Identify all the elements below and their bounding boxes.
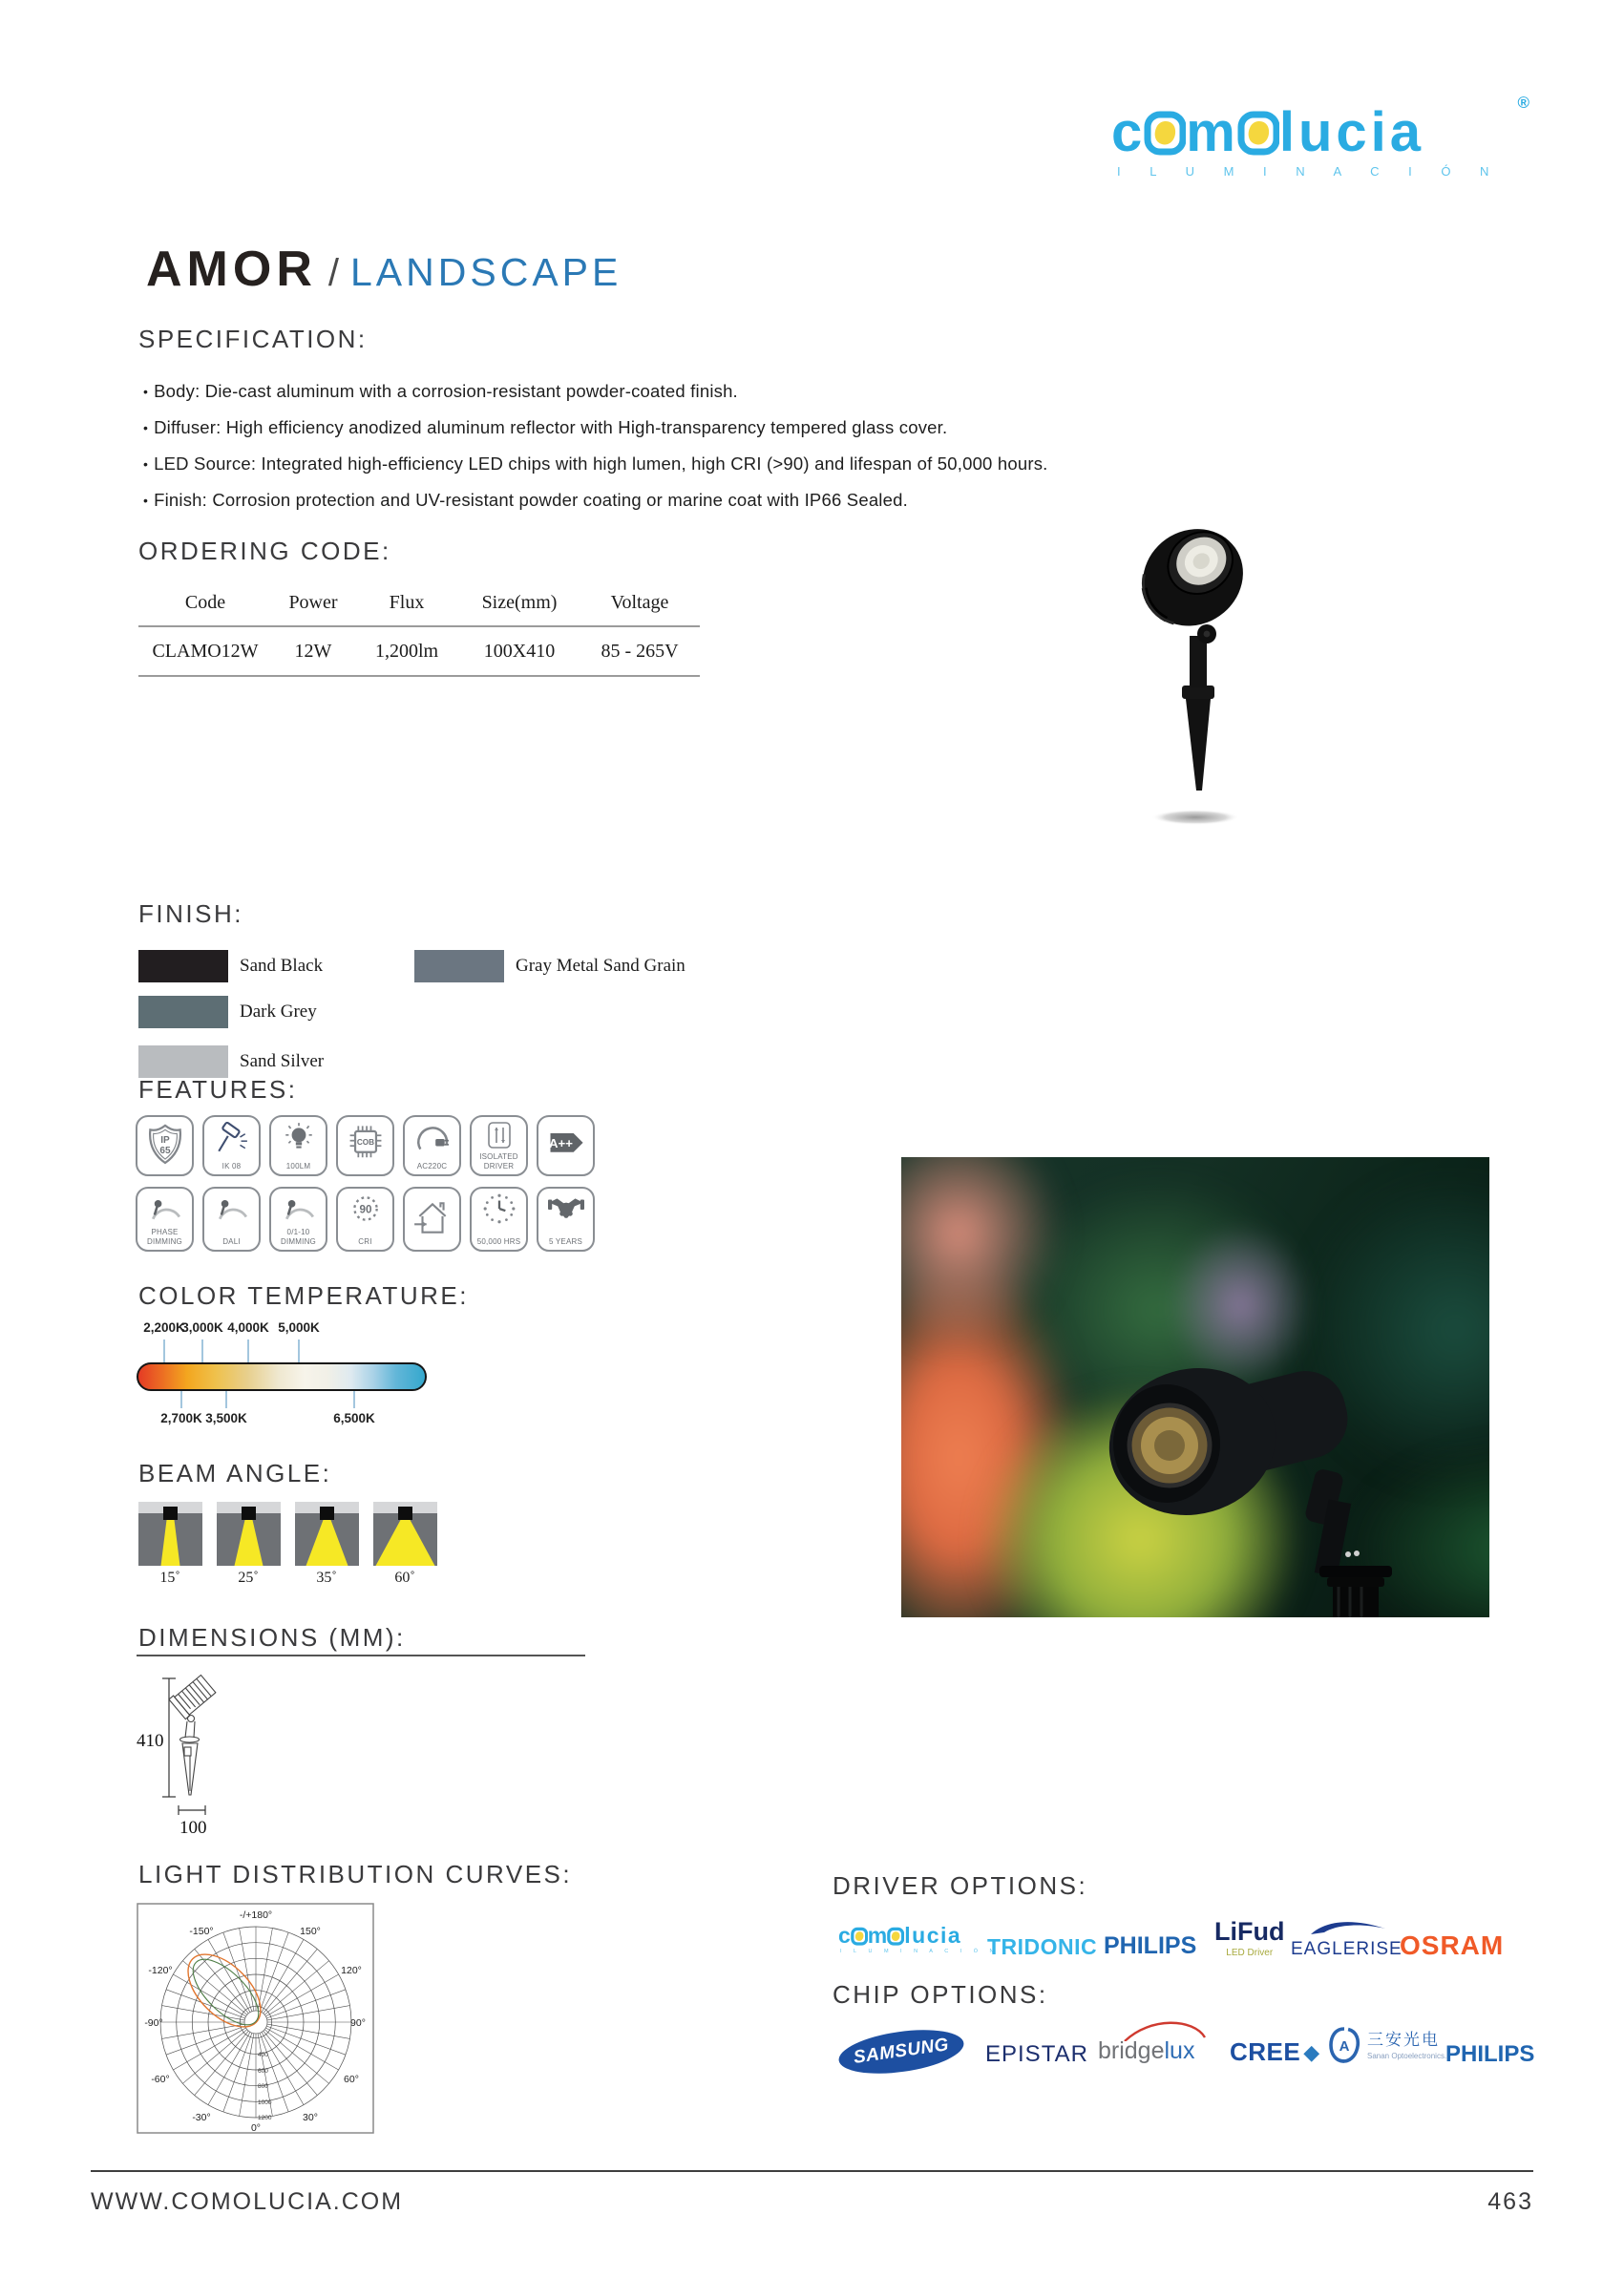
specification-heading: SPECIFICATION: — [138, 325, 368, 353]
feature-warranty: 5 YEARS — [537, 1187, 595, 1252]
ct-label-3000k: 3,000K — [181, 1320, 223, 1335]
finish-swatch-sand-black — [138, 950, 228, 982]
plug-icon — [415, 1122, 450, 1154]
beam-cone — [217, 1520, 281, 1566]
beam-angle-tile-35 — [295, 1502, 359, 1566]
beam-fixture — [242, 1507, 256, 1520]
beam-fixture — [163, 1507, 178, 1520]
driver-logo-tridonic: TRIDONIC — [987, 1934, 1098, 1959]
chip-logo-epistar: EPISTAR — [985, 2041, 1088, 2067]
energy-label-icon — [547, 1123, 585, 1165]
bridgelux-arc-icon — [1098, 2016, 1222, 2041]
color-temperature-gradient-bar — [137, 1362, 427, 1391]
svg-text:-150°: -150° — [189, 1926, 214, 1937]
feature-phase-dimming: PHASE DIMMING — [136, 1187, 194, 1252]
ct-tick — [225, 1391, 227, 1408]
chip-logo-bridgelux: bridgelux — [1098, 2037, 1194, 2065]
ordering-table-row — [138, 627, 700, 677]
ct-label-2700k: 2,700K — [160, 1411, 202, 1425]
beam-angle-tile-25 — [217, 1502, 281, 1566]
house-icon — [413, 1198, 452, 1238]
chip-logo-philips: PHILIPS — [1445, 2041, 1535, 2067]
beam-angle-value: 35˚ — [316, 1570, 337, 1586]
feature-ip65 — [136, 1115, 194, 1176]
ct-label-4000k: 4,000K — [227, 1320, 269, 1335]
svg-text:IP: IP — [159, 1134, 170, 1146]
value-flux: 1,200lm — [374, 641, 439, 662]
feature-ik08: IK 08 — [202, 1115, 261, 1176]
svg-text:410: 410 — [137, 1731, 164, 1751]
col-voltage: Voltage — [610, 592, 669, 613]
feature-lifespan: 50,000 HRS — [470, 1187, 528, 1252]
brand-logo-word — [1111, 101, 1541, 163]
feature-energy-class — [537, 1115, 595, 1176]
svg-text:A++: A++ — [548, 1135, 573, 1150]
value-code: CLAMO12W — [152, 641, 259, 662]
beam-fixture — [320, 1507, 334, 1520]
dimensions-heading: DIMENSIONS (MM): — [138, 1623, 406, 1652]
col-size: Size(mm) — [481, 592, 558, 613]
logo-letters-lucia: lucia — [1278, 101, 1425, 163]
shield-icon — [147, 1123, 183, 1167]
product-category: LANDSCAPE — [350, 250, 622, 294]
finish-label: Sand Black — [240, 956, 324, 976]
feature-ac220c: AC220C — [403, 1115, 461, 1176]
beam-angle-tile-15 — [138, 1502, 202, 1566]
svg-text:600: 600 — [258, 2068, 268, 2075]
feature-dali: DALI — [202, 1187, 261, 1252]
product-photo — [1136, 496, 1260, 831]
beam-cone — [138, 1520, 202, 1566]
col-flux: Flux — [389, 592, 425, 613]
dimension-drawing — [134, 1669, 258, 1850]
feature-100lm: 100LM — [269, 1115, 327, 1176]
driver-logo-osram: OSRAM — [1400, 1930, 1505, 1960]
finish-swatch-sand-silver — [138, 1045, 228, 1078]
logo-pick-icon — [1144, 109, 1186, 157]
specification-list — [143, 381, 1146, 526]
value-voltage: 85 - 265V — [601, 641, 679, 662]
svg-text:150°: 150° — [300, 1926, 321, 1937]
beam-angle-value: 25˚ — [238, 1570, 259, 1586]
driver-logo-lifud: LiFud LED Driver — [1214, 1917, 1285, 1958]
beam-cone — [295, 1520, 359, 1566]
driver-logo-eaglerise: EAGLERISE — [1291, 1917, 1403, 1960]
registered-mark: ® — [1517, 94, 1529, 112]
dimensions-divider — [137, 1655, 585, 1656]
finish-label: Dark Grey — [240, 1002, 317, 1022]
beam-cone — [373, 1520, 437, 1566]
svg-text:-30°: -30° — [192, 2112, 211, 2123]
features-heading: FEATURES: — [138, 1075, 298, 1104]
svg-text:COB: COB — [356, 1138, 374, 1148]
dimmer-dial-icon — [215, 1193, 249, 1220]
chip-options-heading: CHIP OPTIONS: — [833, 1980, 1048, 2009]
feature-indoor-outdoor — [403, 1187, 461, 1252]
ct-label-2200k: 2,200K — [143, 1320, 185, 1335]
svg-text:400: 400 — [258, 2052, 268, 2058]
ordering-table — [138, 584, 700, 677]
beam-angle-value: 60˚ — [394, 1570, 415, 1586]
sanan-mark-icon — [1327, 2026, 1361, 2064]
ct-tick — [353, 1391, 355, 1408]
svg-text:-90°: -90° — [144, 2017, 163, 2029]
footer-page-number: 463 — [1487, 2188, 1533, 2215]
light-distribution-chart — [137, 1903, 374, 2134]
value-power: 12W — [294, 641, 332, 662]
clock-icon — [482, 1192, 517, 1225]
ct-tick — [163, 1339, 165, 1362]
svg-text:800: 800 — [258, 2083, 268, 2090]
svg-text:100: 100 — [179, 1818, 207, 1838]
dimmer-dial-icon — [148, 1193, 182, 1220]
title-separator: / — [327, 252, 339, 294]
logo-pick-icon — [1237, 109, 1279, 157]
handshake-icon — [548, 1194, 584, 1225]
feature-isolated-driver: ISOLATED DRIVER — [470, 1115, 528, 1176]
spec-bullet: • Body: Die-cast aluminum with a corrosion-resistant powder-coated finish. — [143, 381, 738, 401]
svg-text:30°: 30° — [303, 2112, 318, 2123]
light-distribution-heading: LIGHT DISTRIBUTION CURVES: — [138, 1860, 573, 1888]
svg-text:90: 90 — [359, 1203, 371, 1216]
driver-options-heading: DRIVER OPTIONS: — [833, 1871, 1088, 1900]
isolated-driver-icon — [485, 1121, 514, 1150]
ct-label-5000k: 5,000K — [278, 1320, 320, 1335]
ct-tick — [201, 1339, 203, 1362]
ct-tick — [180, 1391, 182, 1408]
eagle-swoosh-icon — [1303, 1917, 1389, 1938]
brand-logo — [1111, 94, 1541, 179]
footer-website-link[interactable]: WWW.COMOLUCIA.COM — [91, 2188, 404, 2215]
ordering-table-header — [138, 584, 700, 627]
beam-fixture — [398, 1507, 412, 1520]
chip-icon — [347, 1122, 385, 1166]
svg-text:-/+180°: -/+180° — [239, 1909, 273, 1921]
logo-letter-m: m — [1186, 101, 1237, 163]
feature-cri: 90 CRI — [336, 1187, 394, 1252]
beam-angle-heading: BEAM ANGLE: — [138, 1459, 332, 1487]
ct-tick — [247, 1339, 249, 1362]
ct-label-6500k: 6,500K — [333, 1411, 375, 1425]
svg-text:-60°: -60° — [151, 2074, 170, 2085]
landscape-photo — [901, 1157, 1489, 1617]
chip-logo-cree: CREE ◆ — [1230, 2037, 1320, 2066]
product-name: AMOR — [146, 242, 317, 297]
dimmer-dial-icon — [282, 1193, 316, 1220]
col-power: Power — [288, 592, 338, 613]
ct-label-3500k: 3,500K — [205, 1411, 247, 1425]
svg-text:0°: 0° — [250, 2122, 262, 2134]
svg-text:60°: 60° — [344, 2074, 359, 2085]
color-temperature-heading: COLOR TEMPERATURE: — [138, 1281, 469, 1310]
spec-bullet: • Diffuser: High efficiency anodized aluminum reflector with High-transparency tempered glass cover. — [143, 417, 948, 437]
features-row-1 — [136, 1115, 595, 1176]
finish-swatch-dark-grey — [138, 996, 228, 1028]
svg-text:65: 65 — [158, 1145, 171, 1156]
finish-label: Sand Silver — [240, 1051, 325, 1071]
logo-pick-icon — [851, 1927, 868, 1946]
finish-swatch-gray-metal — [414, 950, 504, 982]
col-code: Code — [184, 592, 226, 613]
value-size: 100X410 — [483, 641, 556, 662]
svg-text:120°: 120° — [341, 1965, 362, 1976]
spec-bullet: • LED Source: Integrated high-efficiency LED chips with high lumen, high CRI (>90) and lifespan of 50,000 hours. — [143, 453, 1048, 474]
svg-text:1200: 1200 — [258, 2115, 272, 2121]
photo-spotlight-fixture — [901, 1157, 1489, 1617]
driver-logo-comolucia: c m lucia I L U M I N A C I Ó N — [838, 1923, 1000, 1954]
beam-angle-value: 15˚ — [159, 1570, 180, 1586]
hammer-icon — [215, 1122, 249, 1154]
spec-bullet: • Finish: Corrosion protection and UV-resistant powder coating or marine coat with IP66 Sealed. — [143, 490, 908, 510]
page-title — [146, 241, 622, 298]
chip-logo-sanan: A 三安光电 Sanan Optoelectronics. — [1327, 2026, 1446, 2064]
svg-text:1000: 1000 — [258, 2099, 272, 2106]
driver-logo-philips: PHILIPS — [1104, 1932, 1197, 1959]
svg-text:90°: 90° — [350, 2017, 366, 2029]
beam-angle-tile-60 — [373, 1502, 437, 1566]
brand-tagline: I L U M I N A C I Ó N — [1117, 164, 1502, 179]
ordering-code-heading: ORDERING CODE: — [138, 537, 391, 565]
feature-cob — [336, 1115, 394, 1176]
svg-text:A: A — [1339, 2038, 1350, 2055]
ct-tick — [298, 1339, 300, 1362]
svg-text:-120°: -120° — [148, 1965, 173, 1976]
finish-heading: FINISH: — [138, 899, 243, 928]
finish-label: Gray Metal Sand Grain — [516, 956, 685, 976]
cri-circle-icon — [348, 1192, 383, 1227]
logo-pick-icon — [887, 1927, 904, 1946]
chip-logo-samsung: SAMSUNG — [836, 2023, 967, 2080]
features-row-2 — [136, 1187, 595, 1252]
feature-0-10-dimming: 0/1-10 DIMMING — [269, 1187, 327, 1252]
logo-letter-c: c — [1111, 101, 1145, 163]
footer-divider — [91, 2170, 1533, 2172]
bulb-icon — [282, 1122, 316, 1154]
cree-diamond-icon: ◆ — [1303, 2039, 1320, 2064]
